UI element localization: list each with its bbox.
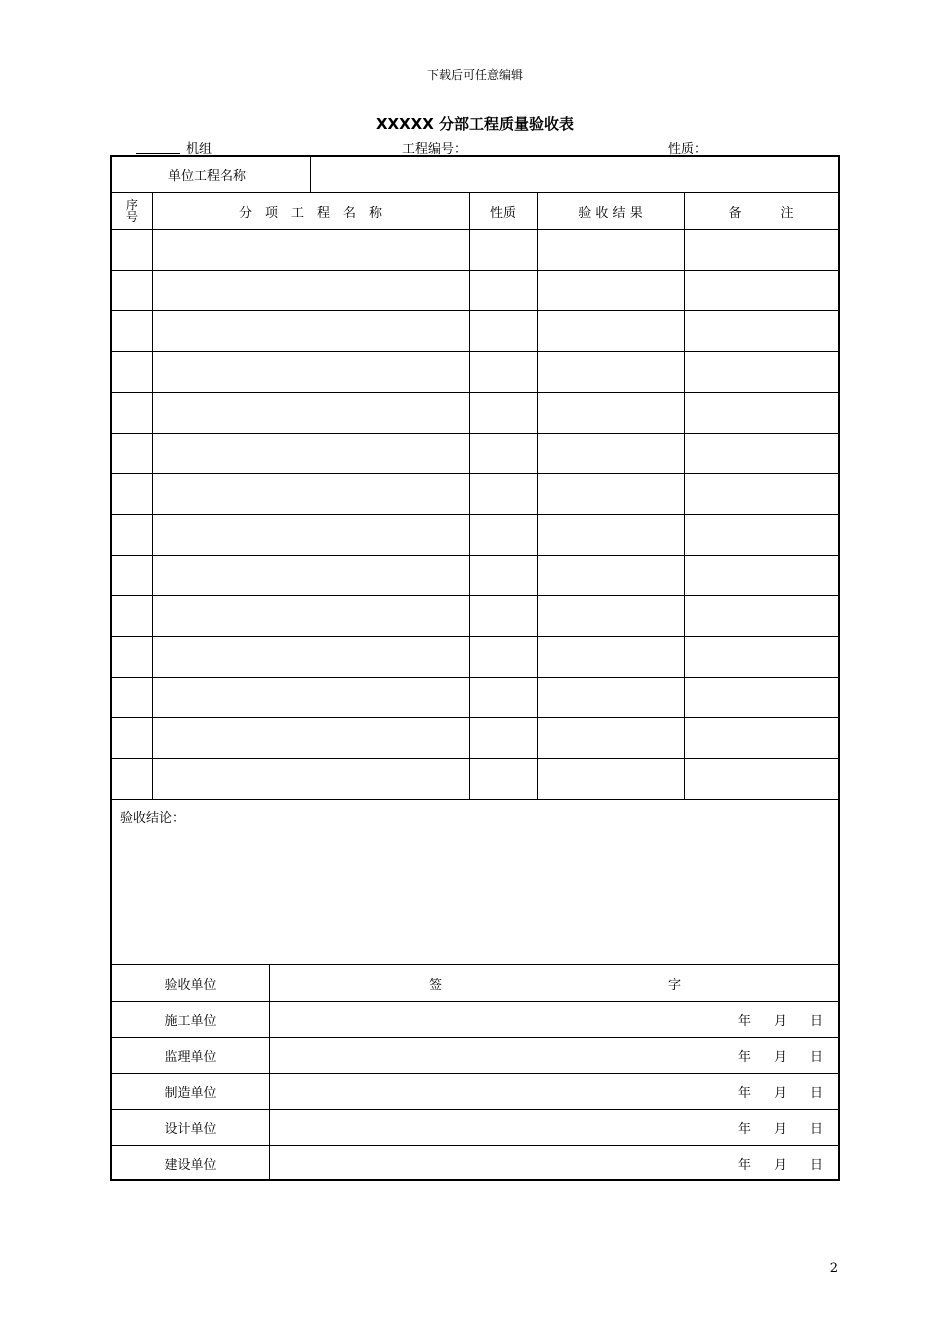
signature-field[interactable] (270, 1110, 710, 1145)
table-row (112, 351, 838, 392)
nature-cell[interactable] (469, 473, 537, 514)
unit-project-name-field[interactable] (311, 157, 838, 192)
unit-project-name-label: 单位工程名称 (168, 169, 247, 184)
seq-cell[interactable] (112, 270, 152, 311)
acceptance-form-table (110, 155, 840, 1181)
remark-cell[interactable] (684, 717, 838, 758)
seq-cell[interactable] (112, 758, 152, 799)
signature-unit-label: 施工单位 (164, 1014, 217, 1029)
table-row (112, 758, 838, 799)
column-header-result: 验 收 结 果 (578, 205, 643, 221)
column-header-seq (112, 193, 152, 229)
item-name-cell[interactable] (152, 270, 469, 311)
conclusion-field[interactable] (112, 827, 838, 963)
date-day-label: 日 (810, 1158, 824, 1173)
table-row (112, 636, 838, 677)
date-month-label: 月 (774, 1050, 788, 1065)
column-divider (469, 193, 470, 799)
signature-field[interactable] (270, 1002, 710, 1037)
seq-cell[interactable] (112, 229, 152, 270)
unit-blank-line (136, 153, 180, 154)
meta-unit-label: 机组 (186, 142, 213, 157)
remark-cell[interactable] (684, 310, 838, 351)
item-name-cell[interactable] (152, 433, 469, 474)
column-divider (152, 193, 153, 799)
signature-header-char-2: 字 (668, 977, 682, 993)
remark-cell[interactable] (684, 229, 838, 270)
table-row (112, 229, 838, 270)
remark-cell[interactable] (684, 473, 838, 514)
date-day-label: 日 (810, 1122, 824, 1137)
signature-field[interactable] (270, 1038, 710, 1073)
table-row (112, 595, 838, 636)
nature-cell[interactable] (469, 717, 537, 758)
nature-cell[interactable] (469, 270, 537, 311)
item-name-cell[interactable] (152, 595, 469, 636)
remark-cell[interactable] (684, 595, 838, 636)
result-cell[interactable] (537, 717, 684, 758)
nature-cell[interactable] (469, 351, 537, 392)
result-cell[interactable] (537, 229, 684, 270)
remark-cell[interactable] (684, 514, 838, 555)
nature-cell[interactable] (469, 677, 537, 718)
table-row (112, 717, 838, 758)
document-title: XXXXX 分部工程质量验收表 (375, 115, 575, 133)
seq-cell[interactable] (112, 392, 152, 433)
table-row (112, 310, 838, 351)
signature-unit-label: 监理单位 (164, 1050, 217, 1065)
nature-cell[interactable] (469, 392, 537, 433)
column-header-seq-text: 序号 (125, 198, 138, 224)
nature-cell[interactable] (469, 636, 537, 677)
remark-cell[interactable] (684, 270, 838, 311)
signature-header-char-1: 签 (429, 977, 443, 993)
remark-cell[interactable] (684, 677, 838, 718)
result-cell[interactable] (537, 310, 684, 351)
date-year-label: 年 (738, 1014, 752, 1029)
result-cell[interactable] (537, 270, 684, 311)
nature-cell[interactable] (469, 555, 537, 596)
result-cell[interactable] (537, 433, 684, 474)
date-year-label: 年 (738, 1158, 752, 1173)
signature-row (112, 1002, 838, 1037)
seq-cell[interactable] (112, 310, 152, 351)
column-divider (684, 193, 685, 799)
result-cell[interactable] (537, 595, 684, 636)
signature-unit-label: 设计单位 (164, 1122, 217, 1137)
result-cell[interactable] (537, 677, 684, 718)
table-row (112, 473, 838, 514)
item-name-cell[interactable] (152, 392, 469, 433)
seq-cell[interactable] (112, 595, 152, 636)
date-day-label: 日 (810, 1086, 824, 1101)
seq-cell[interactable] (112, 433, 152, 474)
remark-cell[interactable] (684, 555, 838, 596)
result-cell[interactable] (537, 555, 684, 596)
remark-cell[interactable] (684, 758, 838, 799)
date-day-label: 日 (810, 1050, 824, 1065)
seq-cell[interactable] (112, 351, 152, 392)
meta-project-code-label: 工程编号： (402, 142, 468, 157)
remark-cell[interactable] (684, 392, 838, 433)
signature-row (112, 1038, 838, 1073)
item-name-cell[interactable] (152, 310, 469, 351)
signature-row (112, 1110, 838, 1145)
result-cell[interactable] (537, 636, 684, 677)
item-name-cell[interactable] (152, 636, 469, 677)
page-number: 2 (829, 1261, 838, 1276)
signature-unit-label: 建设单位 (164, 1158, 217, 1173)
seq-cell[interactable] (112, 717, 152, 758)
signature-field[interactable] (270, 1074, 710, 1109)
signature-row (112, 1146, 838, 1181)
table-row (112, 514, 838, 555)
item-name-cell[interactable] (152, 555, 469, 596)
item-name-cell[interactable] (152, 677, 469, 718)
nature-cell[interactable] (469, 229, 537, 270)
seq-cell[interactable] (112, 514, 152, 555)
table-row (112, 433, 838, 474)
table-row (112, 555, 838, 596)
nature-cell[interactable] (469, 595, 537, 636)
date-year-label: 年 (738, 1050, 752, 1065)
column-divider (537, 193, 538, 799)
column-header-remark: 备 注 (728, 205, 794, 221)
date-day-label: 日 (810, 1014, 824, 1029)
signature-unit-label: 制造单位 (164, 1086, 217, 1101)
item-name-cell[interactable] (152, 473, 469, 514)
meta-nature-label: 性质： (668, 142, 708, 157)
seq-cell[interactable] (112, 677, 152, 718)
result-cell[interactable] (537, 351, 684, 392)
item-name-cell[interactable] (152, 351, 469, 392)
item-name-cell[interactable] (152, 717, 469, 758)
item-name-cell[interactable] (152, 758, 469, 799)
header-note: 下载后可任意编辑 (426, 68, 523, 82)
result-cell[interactable] (537, 758, 684, 799)
nature-cell[interactable] (469, 758, 537, 799)
result-cell[interactable] (537, 514, 684, 555)
date-month-label: 月 (774, 1158, 788, 1173)
signature-field[interactable] (270, 1146, 710, 1181)
remark-cell[interactable] (684, 433, 838, 474)
item-name-cell[interactable] (152, 514, 469, 555)
table-row (112, 392, 838, 433)
result-cell[interactable] (537, 392, 684, 433)
nature-cell[interactable] (469, 310, 537, 351)
date-month-label: 月 (774, 1014, 788, 1029)
row-divider (112, 799, 838, 800)
table-row (112, 270, 838, 311)
signature-unit-header: 验收单位 (164, 977, 217, 993)
remark-cell[interactable] (684, 351, 838, 392)
seq-cell[interactable] (112, 636, 152, 677)
remark-cell[interactable] (684, 636, 838, 677)
column-header-nature: 性质 (489, 205, 516, 221)
result-cell[interactable] (537, 473, 684, 514)
date-year-label: 年 (738, 1122, 752, 1137)
column-header-item-name: 分 项 工 程 名 称 (238, 205, 382, 221)
nature-cell[interactable] (469, 514, 537, 555)
conclusion-label: 验收结论： (120, 810, 186, 826)
seq-cell[interactable] (112, 555, 152, 596)
table-row (112, 677, 838, 718)
signature-row (112, 1074, 838, 1109)
item-name-cell[interactable] (152, 229, 469, 270)
date-year-label: 年 (738, 1086, 752, 1101)
seq-cell[interactable] (112, 473, 152, 514)
date-month-label: 月 (774, 1086, 788, 1101)
nature-cell[interactable] (469, 433, 537, 474)
date-month-label: 月 (774, 1122, 788, 1137)
